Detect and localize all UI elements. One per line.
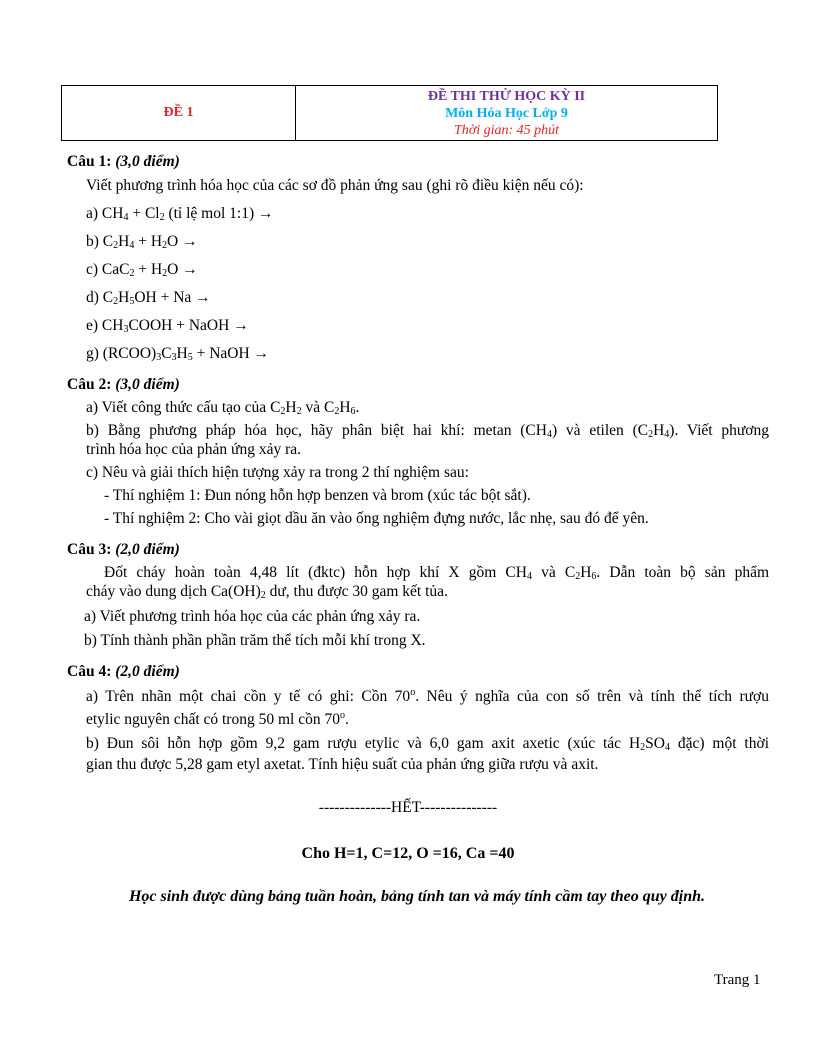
question-1-item-d	[86, 289, 211, 307]
superscript: o	[339, 710, 345, 721]
exam-info-cell	[296, 86, 717, 140]
text-segment: dư, thu được 30 gam kết tủa.	[265, 583, 448, 600]
text-segment: Đốt cháy hoàn toàn 4,48 lít (đktc) hỗn hợp khí X gồm CH	[104, 564, 527, 581]
subscript: 5	[187, 352, 193, 363]
question-1-item-c	[86, 261, 198, 279]
subscript: 2	[129, 268, 135, 279]
question-1-item-a	[86, 205, 274, 223]
text-segment: C	[161, 345, 172, 362]
question-2-part-c: c) Nêu và giải thích hiện tượng xảy ra trong 2 thí nghiệm sau:	[86, 464, 469, 481]
subscript: 2	[162, 240, 168, 251]
text-segment: SO	[645, 735, 665, 752]
question-2-heading	[67, 376, 180, 394]
text-segment: .	[355, 399, 360, 416]
text-segment: + Cl	[128, 205, 160, 222]
text-segment: . Dẫn toàn bộ sản phẩm	[596, 564, 770, 581]
question-2-part-a	[86, 399, 359, 417]
question-3-line1	[104, 564, 769, 582]
question-2-experiment-2: - Thí nghiệm 2: Cho vài giọt dầu ăn vào ống nghiệm đựng nước, lắc nhẹ, sau đó để yên.	[104, 510, 649, 527]
text-segment: H	[339, 399, 351, 416]
question-3-line2	[86, 583, 448, 601]
question-4-part-b-line1	[86, 735, 769, 753]
subscript: 4	[123, 212, 129, 223]
subscript: 3	[171, 352, 177, 363]
text-segment: O →	[167, 261, 198, 278]
text-segment: H	[176, 345, 188, 362]
question-3-part-b: b) Tính thành phần phần trăm thể tích mỗi khí trong X.	[84, 632, 426, 649]
subscript: 2	[260, 590, 266, 601]
text-segment: H	[118, 289, 130, 306]
subscript: 2	[113, 240, 119, 251]
exam-code: ĐỀ 1	[62, 86, 296, 140]
text-segment: O →	[167, 233, 198, 250]
subscript: 4	[526, 571, 532, 582]
exam-header-table	[61, 85, 718, 141]
superscript: o	[410, 687, 416, 698]
subscript: 2	[280, 406, 286, 417]
question-4-part-b-line2: gian thu được 5,28 gam etyl axetat. Tính hiệu suất của phản ứng giữa rượu và axit.	[86, 756, 599, 773]
exam-title: ĐỀ THI THỬ HỌC KỲ II	[427, 88, 586, 104]
subscript: 2	[648, 429, 654, 440]
subscript: 2	[640, 742, 646, 753]
question-2-experiment-1: - Thí nghiệm 1: Đun nóng hỗn hợp benzen và brom (xúc tác bột sắt).	[104, 487, 531, 504]
text-segment: H	[118, 233, 130, 250]
text-segment: a) Viết công thức cấu tạo của C	[86, 399, 281, 416]
question-1-item-g	[86, 345, 269, 363]
question-1-item-b	[86, 233, 198, 251]
page-number: Trang 1	[714, 972, 761, 988]
text-segment: H	[285, 399, 297, 416]
text-segment: + NaOH →	[192, 345, 270, 362]
question-4-points: (2,0 điểm)	[115, 663, 180, 680]
question-2-part-b-line1	[86, 422, 769, 440]
question-3-heading	[67, 541, 180, 559]
question-2-label: Câu 2:	[67, 376, 112, 393]
text-segment: và C	[531, 564, 576, 581]
text-segment: g) (RCOO)	[86, 345, 157, 362]
subscript: 3	[156, 352, 162, 363]
subscript: 6	[591, 571, 597, 582]
question-3-part-a: a) Viết phương trình hóa học của các phản ứng xảy ra.	[84, 608, 421, 625]
text-segment: b) Bằng phương pháp hóa học, hãy phân biệt hai khí: metan (CH	[86, 422, 547, 439]
question-1-label: Câu 1:	[67, 153, 112, 170]
subscript: 2	[296, 406, 302, 417]
subscript: 3	[123, 324, 129, 335]
subscript: 6	[350, 406, 356, 417]
subscript: 2	[159, 212, 165, 223]
text-segment: a) Trên nhãn một chai cồn y tế có ghi: Cồn 70	[86, 688, 411, 705]
subscript: 2	[162, 268, 168, 279]
question-1-heading	[67, 153, 180, 171]
question-2-points: (3,0 điểm)	[115, 376, 180, 393]
question-4-label: Câu 4:	[67, 663, 112, 680]
question-1-intro: Viết phương trình hóa học của các sơ đồ phản ứng sau (ghi rõ điều kiện nếu có):	[86, 177, 584, 194]
question-1-item-e	[86, 317, 249, 335]
text-segment: và C	[301, 399, 335, 416]
text-segment: d) C	[86, 289, 114, 306]
text-segment: a) CH	[86, 205, 124, 222]
question-4-part-a-line1	[86, 688, 769, 706]
subscript: 2	[334, 406, 340, 417]
end-marker: --------------HẾT---------------	[318, 799, 498, 816]
subscript: 2	[575, 571, 581, 582]
subscript: 5	[129, 296, 135, 307]
question-3-points: (2,0 điểm)	[115, 541, 180, 558]
subscript: 4	[664, 429, 670, 440]
subscript: 2	[113, 296, 119, 307]
text-segment: ) và etilen (C	[551, 422, 649, 439]
text-segment: b) Đun sôi hỗn hợp gồm 9,2 gam rượu etylic và 6,0 gam axit axetic (xúc tác H	[86, 735, 641, 752]
text-segment: + H	[134, 261, 163, 278]
text-segment: . Nêu ý nghĩa của con số trên và tính thể tích rượu	[415, 688, 769, 705]
text-segment: b) C	[86, 233, 114, 250]
exam-subject: Môn Hóa Học Lớp 9	[445, 105, 568, 121]
text-segment: e) CH	[86, 317, 124, 334]
atomic-masses: Cho H=1, C=12, O =16, Ca =40	[301, 845, 515, 862]
question-4-heading	[67, 663, 180, 681]
text-segment: đặc) một thời	[669, 735, 769, 752]
text-segment: etylic nguyên chất có trong 50 ml cồn 70	[86, 711, 340, 728]
text-segment: (tỉ lệ mol 1:1) →	[164, 205, 274, 222]
text-segment: cháy vào dung dịch Ca(OH)	[86, 583, 261, 600]
question-4-part-a-line2	[86, 711, 349, 729]
subscript: 4	[129, 240, 135, 251]
text-segment: + H	[134, 233, 163, 250]
text-segment: COOH + NaOH →	[128, 317, 249, 334]
subscript: 4	[664, 742, 670, 753]
text-segment: H	[653, 422, 665, 439]
text-segment: c) CaC	[86, 261, 130, 278]
question-1-points: (3,0 điểm)	[115, 153, 180, 170]
exam-duration: Thời gian: 45 phút	[453, 122, 560, 138]
calculator-note: Học sinh được dùng bảng tuần hoàn, bảng tính tan và máy tính cầm tay theo quy định.	[128, 888, 706, 905]
question-2-part-b-line2: trình hóa học của phản ứng xảy ra.	[86, 441, 301, 458]
text-segment: ). Viết phương	[669, 422, 769, 439]
text-segment: OH + Na →	[134, 289, 211, 306]
text-segment: H	[580, 564, 592, 581]
subscript: 4	[546, 429, 552, 440]
text-segment: .	[344, 711, 349, 728]
question-3-label: Câu 3:	[67, 541, 112, 558]
